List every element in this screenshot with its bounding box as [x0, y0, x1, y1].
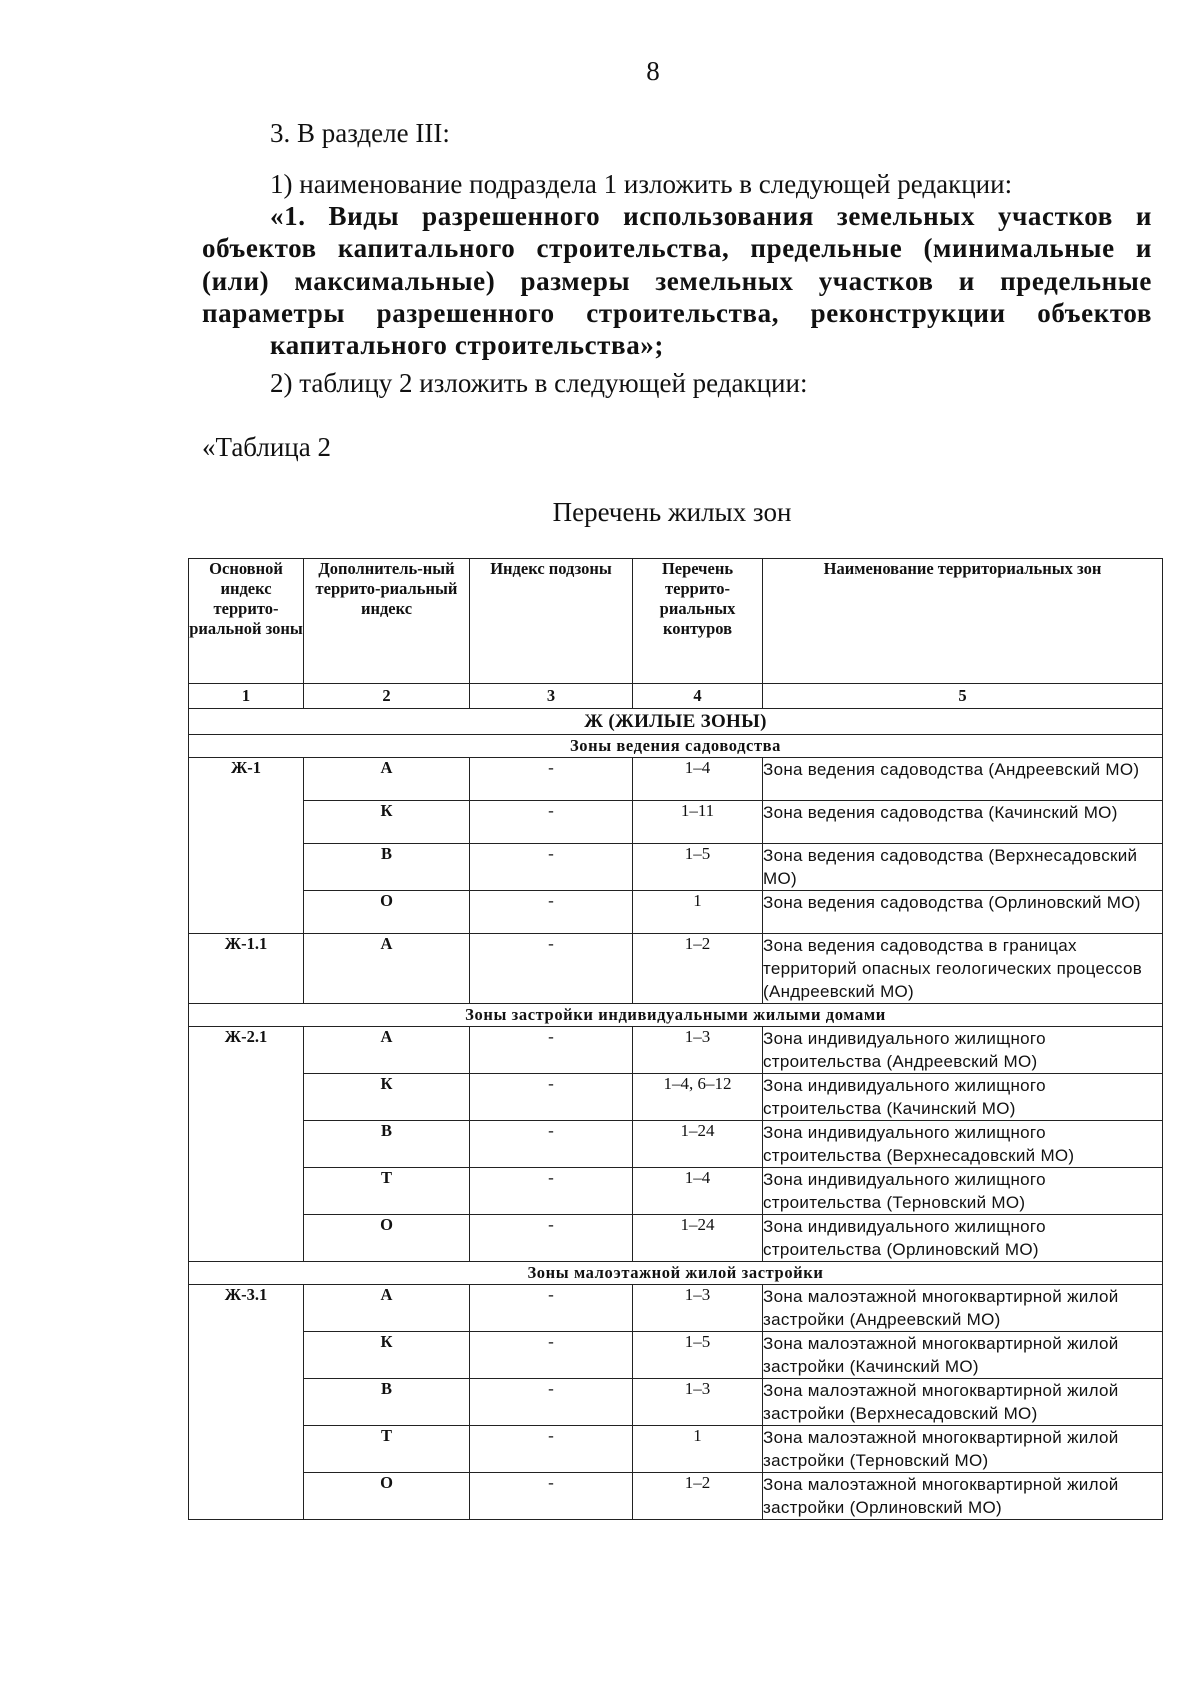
zone-name-cell: Зона ведения садоводства (Качинский МО): [763, 801, 1163, 844]
item-1-text: 1) наименование подраздела 1 изложить в следующей редакции:: [270, 169, 1013, 199]
zone-name-cell: Зона малоэтажной многоквартирной жилой застройки (Верхнесадовский МО): [763, 1379, 1163, 1426]
table-row: [189, 1473, 1163, 1520]
item-2-text: 2) таблицу 2 изложить в следующей редакции:: [270, 368, 808, 398]
table-row: [189, 1027, 1163, 1074]
quoted-subsection-title: [202, 200, 1152, 361]
header-additional-index: Дополнитель-ный террито-риальный индекс: [304, 559, 470, 684]
additional-index-cell: О: [304, 1473, 470, 1520]
contours-cell: 1–4: [633, 1168, 763, 1215]
additional-index-cell: Т: [304, 1168, 470, 1215]
zone-name-cell: Зона малоэтажной многоквартирной жилой застройки (Терновский МО): [763, 1426, 1163, 1473]
contours-cell: 1: [633, 891, 763, 934]
additional-index-cell: А: [304, 1285, 470, 1332]
additional-index-cell: О: [304, 1215, 470, 1262]
table-row: [189, 758, 1163, 801]
table-row: [189, 1074, 1163, 1121]
additional-index-cell: А: [304, 934, 470, 1004]
zone-name-cell: Зона малоэтажной многоквартирной жилой застройки (Качинский МО): [763, 1332, 1163, 1379]
section-row: [189, 1004, 1163, 1027]
contours-cell: 1–3: [633, 1379, 763, 1426]
table-row: [189, 934, 1163, 1004]
contours-cell: 1: [633, 1426, 763, 1473]
table-row: [189, 801, 1163, 844]
contours-cell: 1–3: [633, 1027, 763, 1074]
contours-cell: 1–3: [633, 1285, 763, 1332]
additional-index-cell: В: [304, 844, 470, 891]
header-zone-name: Наименование территориальных зон: [763, 559, 1163, 684]
group-row: [189, 709, 1163, 735]
zone-name-cell: Зона индивидуального жилищного строительства (Андреевский МО): [763, 1027, 1163, 1074]
header-contours: Перечень террито-риальных контуров: [633, 559, 763, 684]
contours-cell: 1–11: [633, 801, 763, 844]
additional-index-cell: В: [304, 1379, 470, 1426]
section-row: [189, 1262, 1163, 1285]
section-title: Зоны малоэтажной жилой застройки: [189, 1262, 1163, 1285]
subzone-index-cell: -: [470, 801, 633, 844]
subzone-index-cell: -: [470, 1168, 633, 1215]
header-main-index: Основной индекс террито-риальной зоны: [189, 559, 304, 684]
group-title: Ж (ЖИЛЫЕ ЗОНЫ): [189, 709, 1163, 735]
main-index-cell: Ж-3.1: [189, 1285, 304, 1520]
subzone-index-cell: -: [470, 844, 633, 891]
zone-name-cell: Зона ведения садоводства (Андреевский МО): [763, 758, 1163, 801]
section-row: [189, 735, 1163, 758]
contours-cell: 1–4: [633, 758, 763, 801]
section-title: Зоны ведения садоводства: [189, 735, 1163, 758]
contours-cell: 1–4, 6–12: [633, 1074, 763, 1121]
zone-name-cell: Зона малоэтажной многоквартирной жилой застройки (Орлиновский МО): [763, 1473, 1163, 1520]
column-number: 5: [763, 684, 1163, 709]
zone-name-cell: Зона индивидуального жилищного строительства (Терновский МО): [763, 1168, 1163, 1215]
table-row: [189, 1215, 1163, 1262]
subzone-index-cell: -: [470, 1379, 633, 1426]
subzone-index-cell: -: [470, 1074, 633, 1121]
zone-name-cell: Зона малоэтажной многоквартирной жилой застройки (Андреевский МО): [763, 1285, 1163, 1332]
contours-cell: 1–2: [633, 1473, 763, 1520]
additional-index-cell: В: [304, 1121, 470, 1168]
contours-cell: 1–5: [633, 844, 763, 891]
contours-cell: 1–2: [633, 934, 763, 1004]
contours-cell: 1–24: [633, 1121, 763, 1168]
main-index-cell: Ж-1.1: [189, 934, 304, 1004]
table-row: [189, 891, 1163, 934]
section-heading: 3. В разделе III:: [270, 118, 450, 148]
table-row: [189, 1426, 1163, 1473]
main-index-cell: Ж-2.1: [189, 1027, 304, 1262]
table-row: [189, 1379, 1163, 1426]
table-header-row: [189, 559, 1163, 684]
additional-index-cell: О: [304, 891, 470, 934]
quoted-title-main: «1. Виды разрешенного использования земельных участков и объектов капитального строительства, предельные (минимальные и (или) максимальные) размеры земельных участков и предельные параметры разрешенного строительства, реконструкции объектов: [202, 201, 1152, 328]
subzone-index-cell: -: [470, 934, 633, 1004]
additional-index-cell: А: [304, 758, 470, 801]
table-row: [189, 844, 1163, 891]
additional-index-cell: К: [304, 1074, 470, 1121]
subzone-index-cell: -: [470, 1215, 633, 1262]
page-number: 8: [646, 56, 660, 86]
quoted-title-last-line: капитального строительства»;: [270, 330, 664, 361]
header-subzone-index: Индекс подзоны: [470, 559, 633, 684]
column-number: 1: [189, 684, 304, 709]
residential-zones-table: [188, 558, 1163, 1520]
subzone-index-cell: -: [470, 1473, 633, 1520]
contours-cell: 1–5: [633, 1332, 763, 1379]
table-row: [189, 1285, 1163, 1332]
contours-cell: 1–24: [633, 1215, 763, 1262]
additional-index-cell: К: [304, 1332, 470, 1379]
zone-name-cell: Зона индивидуального жилищного строительства (Качинский МО): [763, 1074, 1163, 1121]
section-title: Зоны застройки индивидуальными жилыми домами: [189, 1004, 1163, 1027]
table-label: «Таблица 2: [202, 432, 331, 462]
subzone-index-cell: -: [470, 1285, 633, 1332]
zone-name-cell: Зона ведения садоводства (Орлиновский МО): [763, 891, 1163, 934]
table-row: [189, 1168, 1163, 1215]
column-number-row: [189, 684, 1163, 709]
table-row: [189, 1332, 1163, 1379]
subzone-index-cell: -: [470, 758, 633, 801]
zone-name-cell: Зона ведения садоводства (Верхнесадовский МО): [763, 844, 1163, 891]
subzone-index-cell: -: [470, 1027, 633, 1074]
main-index-cell: Ж-1: [189, 758, 304, 934]
subzone-index-cell: -: [470, 1426, 633, 1473]
subzone-index-cell: -: [470, 891, 633, 934]
column-number: 2: [304, 684, 470, 709]
additional-index-cell: А: [304, 1027, 470, 1074]
additional-index-cell: Т: [304, 1426, 470, 1473]
additional-index-cell: К: [304, 801, 470, 844]
table-title: Перечень жилых зон: [552, 497, 792, 527]
column-number: 4: [633, 684, 763, 709]
zone-name-cell: Зона ведения садоводства в границах территорий опасных геологических процессов (Андреевский МО): [763, 934, 1163, 1004]
table-row: [189, 1121, 1163, 1168]
subzone-index-cell: -: [470, 1332, 633, 1379]
zone-name-cell: Зона индивидуального жилищного строительства (Верхнесадовский МО): [763, 1121, 1163, 1168]
zone-name-cell: Зона индивидуального жилищного строительства (Орлиновский МО): [763, 1215, 1163, 1262]
subzone-index-cell: -: [470, 1121, 633, 1168]
column-number: 3: [470, 684, 633, 709]
